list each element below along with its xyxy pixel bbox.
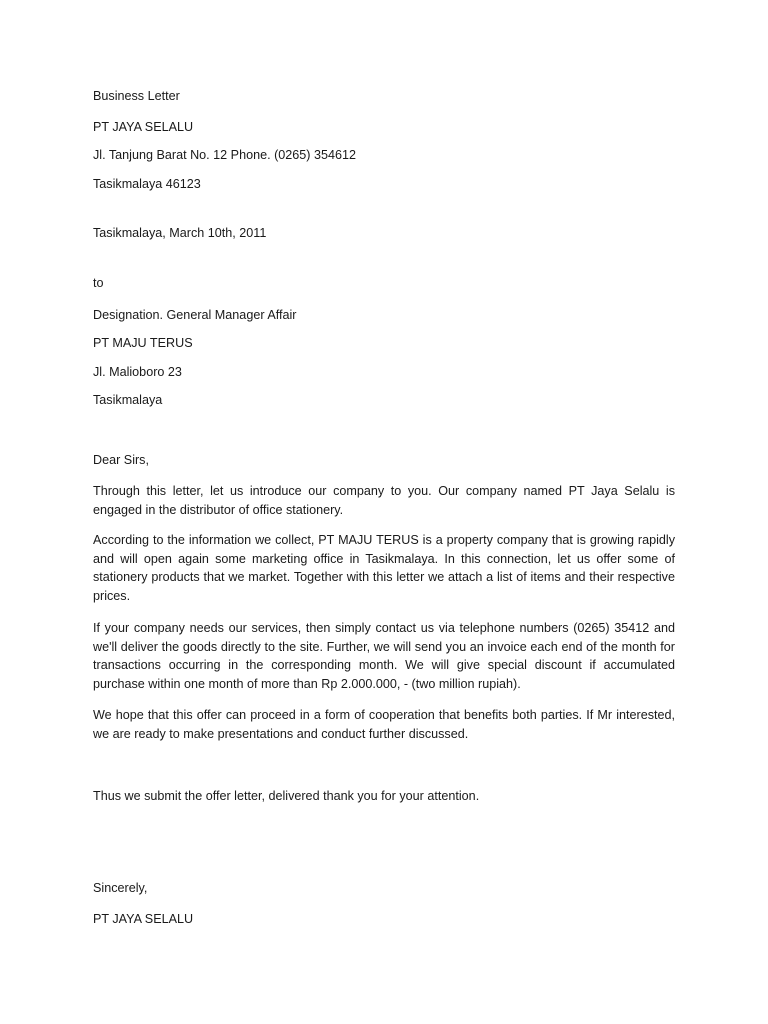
sender-city-zip: Tasikmalaya 46123: [93, 177, 201, 191]
recipient-company: PT MAJU TERUS: [93, 336, 193, 350]
document-label: Business Letter: [93, 89, 180, 103]
body-paragraph-offer: According to the information we collect, PT MAJU TERUS is a property company that is growing rapidly and will open again some marketing office in Tasikmalaya. In this connection, let us offer some of stationery products that we market. Together with this letter we attach a list of items and their respective prices.: [93, 533, 675, 604]
letter-date: Tasikmalaya, March 10th, 2011: [93, 226, 267, 240]
body-paragraph-intro: Through this letter, let us introduce our company to you. Our company named PT Jaya Selalu is engaged in the distributor of office stationery.: [93, 484, 675, 517]
salutation: Dear Sirs,: [93, 453, 149, 467]
valediction: Sincerely,: [93, 881, 148, 895]
signature-company: PT JAYA SELALU: [93, 912, 194, 926]
body-paragraph-services: If your company needs our services, then simply contact us via telephone numbers (0265) 35412 and we'll deliver the goods directly to the site. Further, we will send you an invoice each end of the month for transactions occurring in the corresponding month. We will give special discount if accumulated purchase within one month of more than Rp 2.000.000, - (two million rupiah).: [93, 621, 675, 692]
body-paragraph-cooperation: We hope that this offer can proceed in a form of cooperation that benefits both parties. If Mr interested, we are ready to make presentations and conduct further discussed.: [93, 708, 675, 741]
sender-company: PT JAYA SELALU: [93, 120, 194, 134]
sender-address-phone: Jl. Tanjung Barat No. 12 Phone. (0265) 354612: [93, 148, 357, 162]
recipient-street: Jl. Malioboro 23: [93, 365, 182, 379]
recipient-designation: Designation. General Manager Affair: [93, 308, 297, 322]
to-label: to: [93, 276, 104, 290]
recipient-city: Tasikmalaya: [93, 393, 163, 407]
closing-note: Thus we submit the offer letter, delivered thank you for your attention.: [93, 789, 480, 803]
